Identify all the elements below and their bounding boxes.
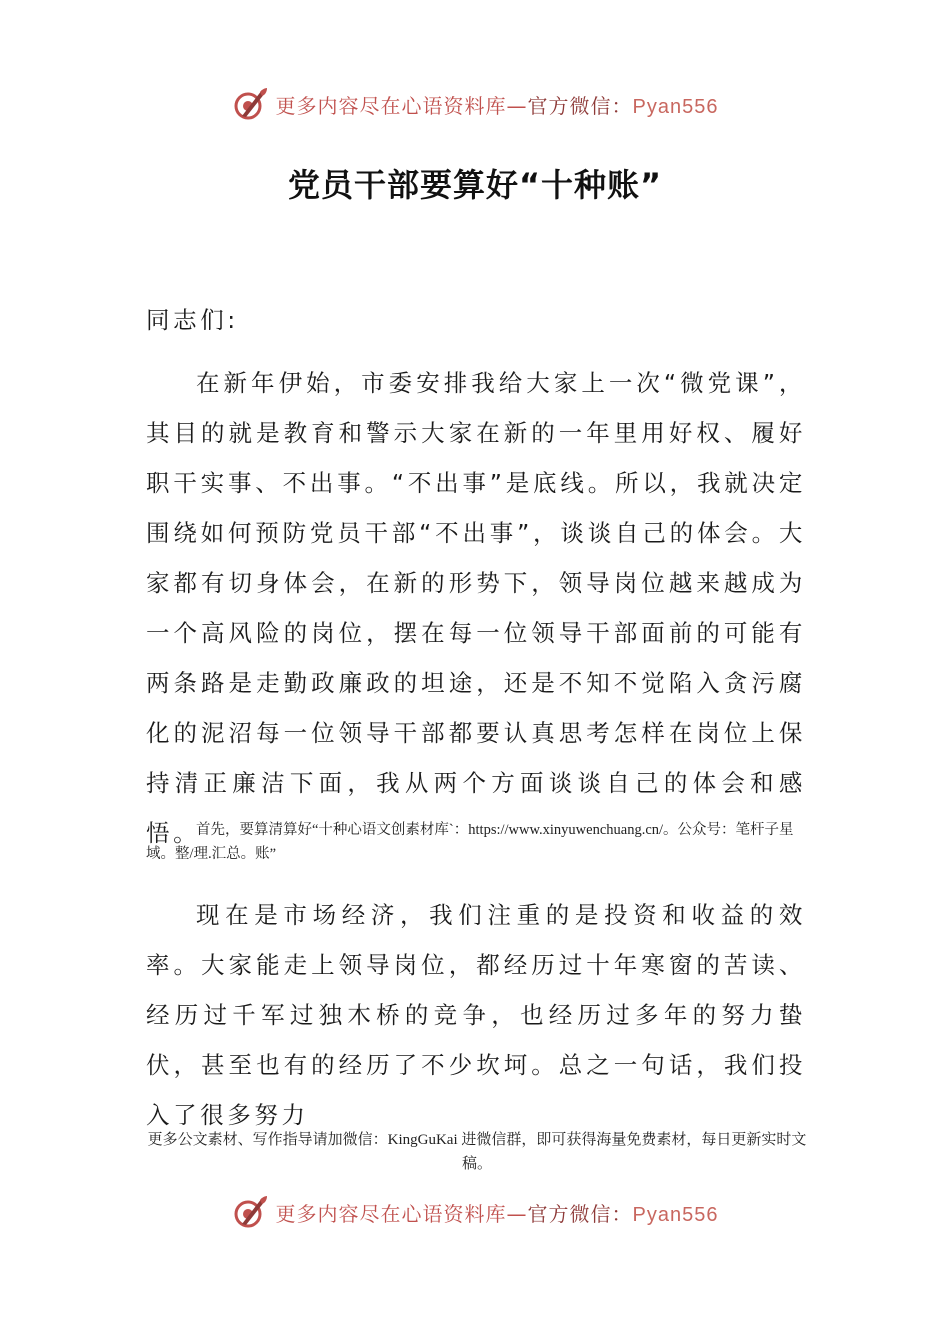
watermark-wechat-id: Pyan556 [632, 1203, 719, 1226]
watermark-header [0, 82, 950, 126]
quill-logo-icon [232, 1194, 268, 1230]
greeting: 同志们: [146, 306, 239, 334]
watermark-wechat-label: 官方微信： [527, 1201, 633, 1226]
watermark-separator: — [506, 1201, 528, 1226]
paragraph-intro: 在新年伊始，市委安排我给大家上一次“微党课”，其目的就是教育和警示大家在新的一年里用好权、履好职干实事、不出事。“不出事”是底线。所以，我就决定围绕如何预防党员干部“不出事”，谈谈自己的体会。大家都有切身体会，在新的形势下，领导岗位越来越成为一个高风险的岗位，摆在每一位领导干部面前的可能有两条路是走勤政廉政的坦途，还是不知不觉陷入贪污腐化的泥沼每一位领导干部都要认真思考怎样在岗位上保持清正廉洁下面，我从两个方面谈谈自己的体会和感悟。 [146, 369, 806, 847]
paragraph-first-point: 首先，要算清算好“十种心语文创素材库`：https://www.xinyuwenchuang.cn/。公众号：笔杆子星域。整/理.汇总。账” [146, 822, 794, 862]
watermark-brand: 更多内容尽在心语资料库 [275, 93, 507, 118]
watermark-text [276, 1198, 719, 1227]
watermark-footer [0, 1190, 950, 1234]
watermark-wechat-label: 官方微信： [527, 93, 633, 118]
document-title: 党员干部要算好“十种账” [287, 166, 663, 204]
watermark-wechat-id: Pyan556 [632, 95, 719, 118]
watermark-separator: — [506, 93, 528, 118]
footer-note: 更多公文素材、写作指导请加微信：KingGuKai 进微信群，即可获得海量免费素材，每日更新实时文稿。 [147, 1132, 807, 1172]
watermark-brand: 更多内容尽在心语资料库 [275, 1201, 507, 1226]
paragraph-market-economy: 现在是市场经济，我们注重的是投资和收益的效率。大家能走上领导岗位，都经历过十年寒窗的苦读、经历过千军过独木桥的竞争，也经历过多年的努力蛰伏，甚至也有的经历了不少坎坷。总之一句话，我们投入了很多努力 [146, 901, 806, 1129]
watermark-text [276, 90, 719, 119]
quill-logo-icon [232, 86, 268, 122]
